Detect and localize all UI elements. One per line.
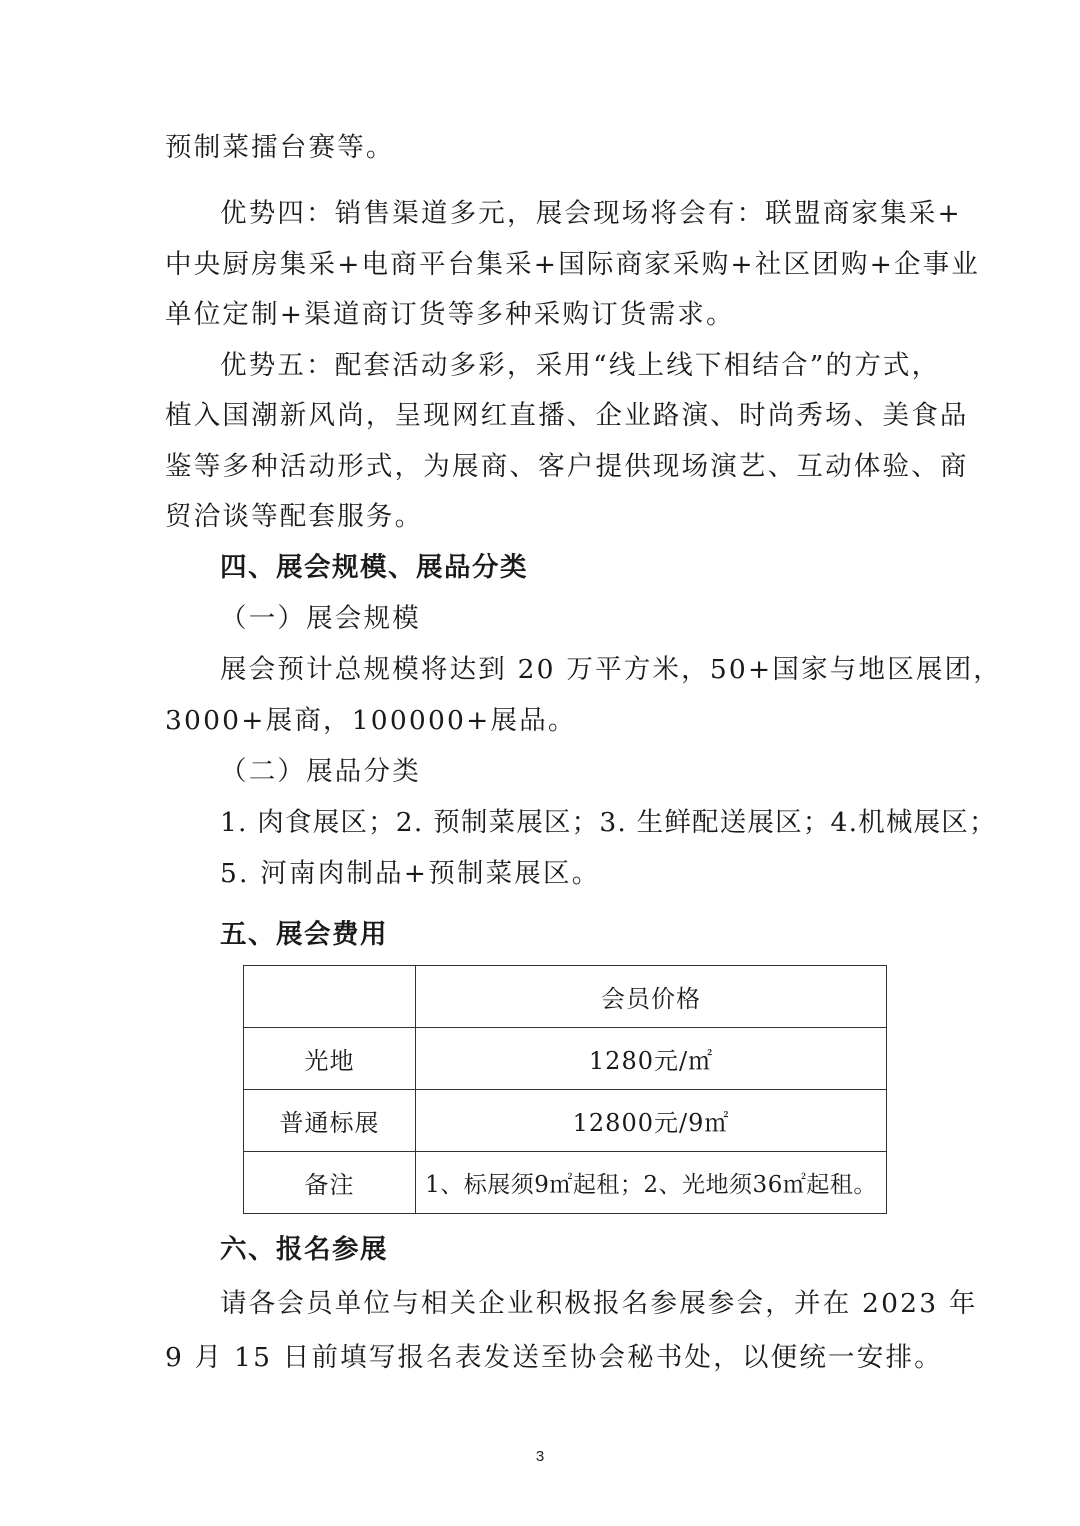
paragraph-line: 3000+展商，100000+展品。 [165, 705, 577, 736]
subsection-heading-categories: （二）展品分类 [220, 756, 421, 787]
table-cell: 1、标展须9㎡起租；2、光地须36㎡起租。 [416, 1152, 887, 1214]
paragraph-line: 中央厨房集采+电商平台集采+国际商家采购+社区团购+企事业 [165, 249, 981, 280]
paragraph-line: 单位定制+渠道商订货等多种采购订货需求。 [165, 299, 735, 330]
table-row [244, 1152, 887, 1214]
section-heading-four: 四、展会规模、展品分类 [220, 552, 528, 583]
table-cell: 备注 [244, 1152, 416, 1214]
table-row [244, 1090, 887, 1152]
table-header-row [244, 966, 887, 1028]
paragraph-line: 5. 河南肉制品+预制菜展区。 [220, 858, 601, 889]
paragraph-line: 预制菜擂台赛等。 [165, 132, 395, 163]
table-cell: 1280元/㎡ [416, 1028, 887, 1090]
paragraph-line: 贸洽谈等配套服务。 [165, 501, 424, 532]
table-header-cell [244, 966, 416, 1028]
advantage-four-line: 优势四：销售渠道多元，展会现场将会有：联盟商家集采+ [220, 198, 962, 229]
table-row [244, 1028, 887, 1090]
section-heading-five: 五、展会费用 [220, 919, 388, 950]
paragraph-line: 9 月 15 日前填写报名表发送至协会秘书处，以便统一安排。 [165, 1342, 943, 1373]
subsection-heading-scale: （一）展会规模 [220, 603, 421, 634]
paragraph-line: 1. 肉食展区；2. 预制菜展区；3. 生鲜配送展区；4.机械展区； [220, 807, 997, 838]
section-heading-six: 六、报名参展 [220, 1234, 388, 1265]
paragraph-line: 鉴等多种活动形式，为展商、客户提供现场演艺、互动体验、商 [165, 451, 969, 482]
paragraph-line: 展会预计总规模将达到 20 万平方米，50+国家与地区展团， [220, 654, 1002, 685]
table-header-cell: 会员价格 [416, 966, 887, 1028]
fee-table [243, 965, 887, 1214]
paragraph-line: 植入国潮新风尚，呈现网红直播、企业路演、时尚秀场、美食品 [165, 400, 969, 431]
table-cell: 普通标展 [244, 1090, 416, 1152]
advantage-five-line: 优势五：配套活动多彩，采用“线上线下相结合”的方式， [220, 350, 941, 381]
table-cell: 光地 [244, 1028, 416, 1090]
page-number: 3 [535, 1448, 545, 1465]
table-cell: 12800元/9㎡ [416, 1090, 887, 1152]
paragraph-line: 请各会员单位与相关企业积极报名参展参会，并在 2023 年 [220, 1288, 978, 1319]
